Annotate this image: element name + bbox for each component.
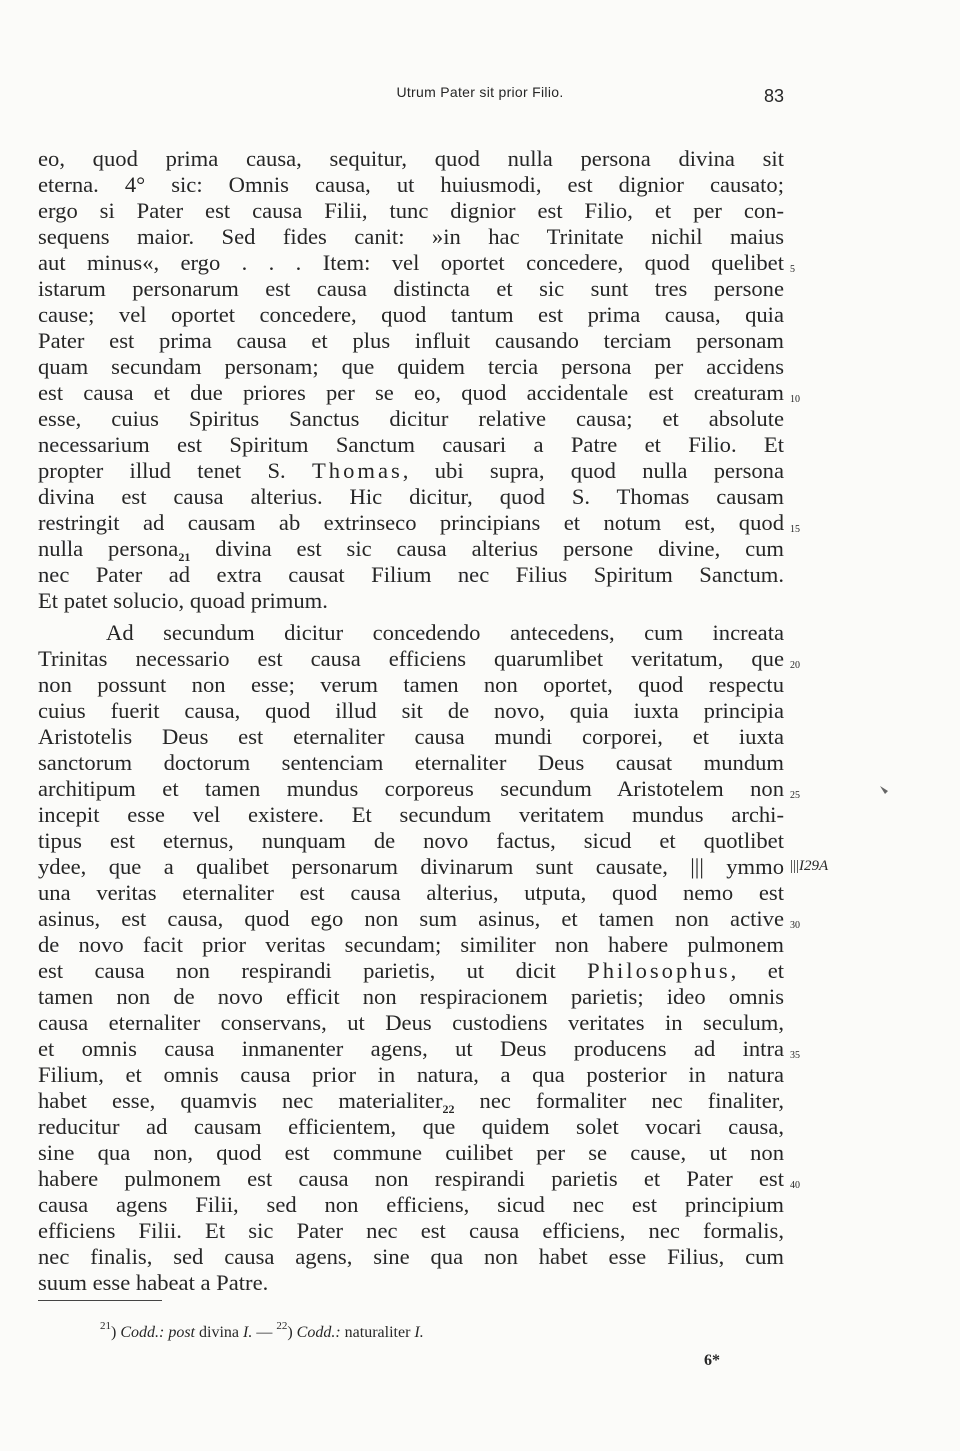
text-line: Filium, et omnis causa prior in natura, a qua posterior in natura — [38, 1062, 784, 1087]
text-line: et omnis causa inmanenter agens, ut Deus producens ad intra — [38, 1036, 784, 1061]
text-line: quam secundam personam; que quidem tercia persona per accidens — [38, 354, 784, 379]
text-line: tipus est eternus, nunquam de novo factus, sicud et quotlibet — [38, 828, 784, 853]
line-segment: nec formaliter nec finaliter, — [454, 1088, 784, 1113]
footnote-number: 22 — [276, 1320, 288, 1332]
text-line: cuius fuerit causa, quod illud sit de novo, quia iuxta principia — [38, 698, 784, 723]
folio-bars: ||| — [790, 858, 800, 874]
signature-mark: 6* — [704, 1352, 720, 1369]
folio-label: I29A — [799, 858, 829, 874]
text-line: incepit esse vel existere. Et secundum veritatem mundus archi- — [38, 802, 784, 827]
footnote-number: 21 — [100, 1320, 111, 1332]
text-line: nec finalis, sed causa agens, sine qua non habet esse Filius, cum — [38, 1244, 784, 1269]
footnote-abbrev: Codd.: — [120, 1324, 165, 1341]
text-line: divina est causa alterius. Hic dicitur, quod S. Thomas causam — [38, 484, 784, 509]
text-line — [38, 958, 784, 984]
text-line: Et patet solucio, quoad primum. — [38, 588, 328, 613]
text-line: aut minus«, ergo . . . Item: vel oportet concedere, quod quelibet — [38, 250, 784, 275]
text-line: suum esse habeat a Patre. — [38, 1270, 269, 1295]
line-number: 30 — [790, 920, 800, 931]
text-line: Aristotelis Deus est eternaliter causa mundi corporei, et iuxta — [38, 724, 784, 749]
folio-break-bars: ||| — [690, 854, 704, 879]
text-line — [38, 854, 784, 880]
line-number: 25 — [790, 790, 800, 801]
text-line: nec Pater ad extra causat Filium nec Filius Spiritum Sanctum. — [38, 562, 784, 587]
footnote-word: post — [168, 1324, 195, 1341]
line-number: 10 — [790, 394, 800, 405]
page-number: 83 — [763, 86, 784, 106]
text-line — [38, 536, 784, 562]
author-name-spaced: Thomas — [311, 458, 403, 483]
line-number: 20 — [790, 660, 800, 671]
text-line: de novo facit prior veritas secundam; similiter non habere pulmonem — [38, 932, 784, 957]
running-head: Utrum Pater sit prior Filio. — [396, 84, 564, 100]
text-line: restringit ad causam ab extrinseco principians et notum est, quod — [38, 510, 784, 535]
text-line: asinus, est causa, quod ego non sum asinus, et tamen non active — [38, 906, 784, 931]
line-segment: , et — [730, 958, 785, 983]
text-line: habere pulmonem est causa non respirandi parietis et Pater est — [38, 1166, 784, 1191]
line-number: 15 — [790, 524, 800, 535]
ink-speck-mark — [880, 786, 888, 794]
text-line: una veritas eternaliter est causa alterius, utputa, quod nemo est — [38, 880, 784, 905]
footnote-text: naturaliter — [340, 1324, 415, 1341]
line-segment: , ubi supra, quod nulla persona — [402, 458, 784, 483]
line-segment: ymmo — [703, 854, 785, 879]
text-line: est causa et due priores per se eo, quod accidentale est creaturam — [38, 380, 784, 405]
text-line: Pater est prima causa et plus influit causando terciam personam — [38, 328, 784, 353]
footnote-abbrev: Codd.: — [296, 1324, 341, 1341]
line-segment: habet esse, quamvis nec materialiter — [38, 1088, 443, 1113]
text-line: Ad secundum dicitur concedendo antecedens, cum increata — [106, 620, 784, 645]
text-line: eo, quod prima causa, sequitur, quod nulla persona divina sit — [38, 146, 784, 171]
text-line: sanctorum doctorum sentenciam eternaliter Deus causat mundum — [38, 750, 784, 775]
footnote-separator: — — [252, 1324, 277, 1341]
line-segment: est causa non respirandi parietis, ut dicit — [38, 958, 556, 983]
line-number: 35 — [790, 1050, 800, 1061]
line-number: 5 — [790, 264, 795, 275]
text-line: istarum personarum est causa distincta et sic sunt tres persone — [38, 276, 784, 301]
text-line — [38, 458, 784, 484]
text-line: non possunt non esse; verum tamen non oportet, quod respectu — [38, 672, 784, 697]
footnote-siglum: I. — [414, 1324, 424, 1341]
text-line: necessarium est Spiritum Sanctum causari a Patre et Filio. Et — [38, 432, 784, 457]
footnote-ref-22: 22 — [442, 1102, 455, 1116]
footnotes — [100, 1322, 660, 1344]
footnote-text: ) — [287, 1324, 297, 1341]
line-segment: nulla persona — [38, 536, 179, 561]
text-line: Trinitas necessario est causa efficiens quarumlibet veritatum, que — [38, 646, 784, 671]
line-segment: propter illud tenet S. — [38, 458, 286, 483]
text-line: efficiens Filii. Et sic Pater nec est causa efficiens, nec formalis, — [38, 1218, 784, 1243]
line-segment: ydee, que a qualibet personarum divinarum sunt causate, — [38, 854, 691, 879]
footnote-text: ) — [111, 1324, 121, 1341]
text-line: ergo si Pater est causa Filii, tunc dignior est Filio, et per con- — [38, 198, 784, 223]
text-line: causa agens Filii, sed non efficiens, sicud nec est principium — [38, 1192, 784, 1217]
line-segment: divina est sic causa alterius persone divine, cum — [190, 536, 784, 561]
line-number: 40 — [790, 1180, 800, 1191]
text-line: tamen non de novo efficit non respiracionem parietis; ideo omnis — [38, 984, 784, 1009]
text-line: architipum et tamen mundus corporeus secundum Aristotelem non — [38, 776, 784, 801]
text-line — [38, 1088, 784, 1114]
text-line: reducitur ad causam efficientem, que quidem solet vocari causa, — [38, 1114, 784, 1139]
footnote-siglum: I. — [243, 1324, 253, 1341]
text-line: esse, cuius Spiritus Sanctus dicitur relative causa; et absolute — [38, 406, 784, 431]
text-line: causa eternaliter conservans, ut Deus custodiens veritates in seculum, — [38, 1010, 784, 1035]
text-line: cause; vel oportet concedere, quod tantum est prima causa, quia — [38, 302, 784, 327]
text-line: sine qua non, quod est commune cuilibet per se cause, ut non — [38, 1140, 784, 1165]
footnote-text: divina — [195, 1324, 243, 1341]
folio-margin-note — [790, 856, 850, 876]
footnote-rule — [38, 1300, 162, 1301]
text-line: sequens maior. Sed fides canit: »in hac Trinitate nichil maius — [38, 224, 784, 249]
footnote-ref-21: 21 — [178, 550, 191, 564]
author-name-spaced: Philosophus — [587, 958, 731, 983]
text-line: eterna. 4° sic: Omnis causa, ut huiusmodi, est dignior causato; — [38, 172, 784, 197]
